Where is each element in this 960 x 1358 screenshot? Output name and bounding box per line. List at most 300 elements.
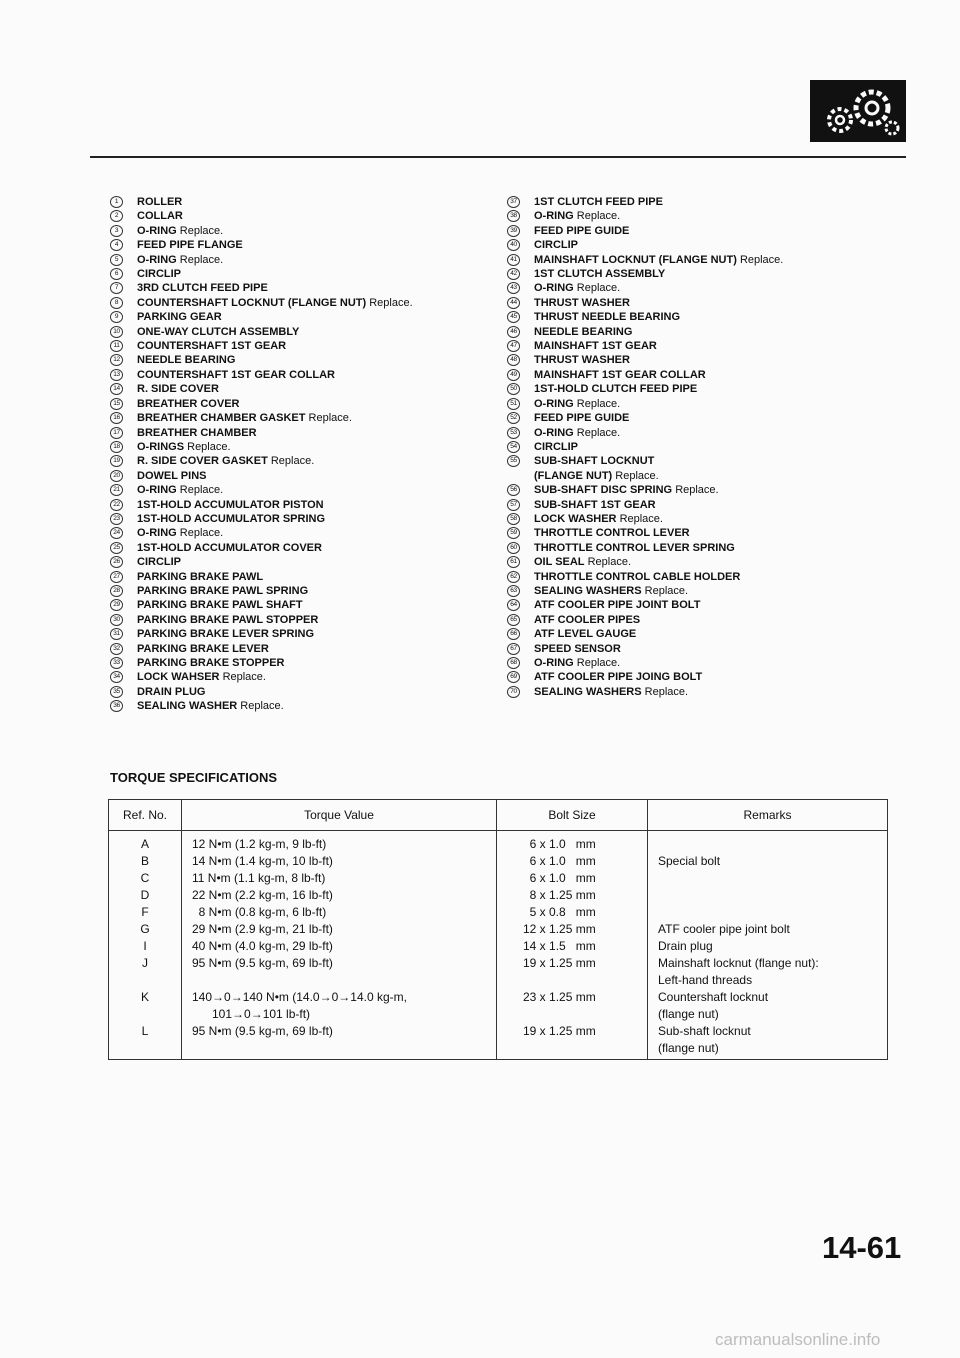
- part-label: [137, 642, 269, 656]
- part-number-badge: 29: [110, 599, 123, 611]
- part-item: [110, 498, 490, 512]
- part-name: SEALING WASHERS: [534, 584, 642, 597]
- part-number-badge: 2: [110, 210, 123, 222]
- part-label: [137, 512, 325, 526]
- part-label: [534, 267, 665, 281]
- part-name: O-RING: [137, 527, 177, 540]
- ref-no-column: A B C D F G I J K L: [109, 831, 182, 1060]
- part-name: O-RINGS: [137, 440, 185, 453]
- part-label: [137, 253, 223, 267]
- part-name: O-RING: [534, 657, 574, 669]
- part-item: [110, 397, 490, 411]
- part-number-badge: 56: [507, 484, 520, 496]
- part-label: [534, 310, 680, 324]
- part-name: MAINSHAFT LOCKNUT (FLANGE NUT): [534, 253, 737, 266]
- part-label: [534, 339, 657, 353]
- part-name: R. SIDE COVER: [137, 383, 219, 396]
- part-note: Replace.: [369, 296, 413, 309]
- part-label: [534, 454, 659, 483]
- part-name: ONE-WAY CLUTCH ASSEMBLY: [137, 325, 300, 338]
- part-label: [534, 209, 620, 223]
- part-label: [534, 541, 735, 555]
- part-label: [137, 699, 284, 713]
- part-item: [507, 685, 917, 699]
- part-number-badge: 5: [110, 254, 123, 266]
- part-label: [137, 483, 223, 497]
- part-label: [137, 584, 308, 598]
- part-number-badge: 31: [110, 628, 123, 640]
- part-name: CIRCLIP: [137, 556, 181, 569]
- part-label: [534, 253, 783, 267]
- part-item: [507, 498, 917, 512]
- part-item: [507, 353, 917, 367]
- part-name: CIRCLIP: [137, 268, 181, 281]
- part-item: [110, 353, 490, 367]
- part-number-badge: 9: [110, 311, 123, 323]
- header-torque-value: Torque Value: [182, 800, 497, 831]
- part-label: [137, 325, 299, 339]
- part-label: [137, 627, 314, 641]
- part-name: 1ST-HOLD CLUTCH FEED PIPE: [534, 383, 698, 396]
- part-number-badge: 34: [110, 671, 123, 683]
- part-item: [110, 281, 490, 295]
- part-note: Replace.: [576, 282, 621, 295]
- part-number-badge: 15: [110, 398, 123, 410]
- part-number-badge: 28: [110, 585, 123, 597]
- part-number-badge: 61: [507, 556, 520, 568]
- part-item: [110, 454, 490, 468]
- part-name: O-RING: [534, 282, 574, 295]
- part-name: O-RING: [137, 484, 177, 497]
- part-number-badge: 46: [507, 326, 520, 338]
- part-item: [507, 368, 917, 382]
- part-item: [507, 310, 917, 324]
- part-name: SUB-SHAFT LOCKNUT: [534, 455, 655, 468]
- header-remarks: Remarks: [648, 800, 888, 831]
- part-name: 1ST-HOLD ACCUMULATOR PISTON: [137, 498, 324, 511]
- part-note: Replace.: [576, 210, 621, 223]
- part-name: SEALING WASHER: [137, 700, 238, 713]
- part-note: Replace.: [179, 224, 224, 237]
- part-number-badge: 18: [110, 441, 123, 453]
- part-name: PARKING BRAKE LEVER: [137, 642, 269, 655]
- part-number-badge: 39: [507, 225, 520, 237]
- part-number-badge: 3: [110, 225, 123, 237]
- part-number-badge: 68: [507, 657, 520, 669]
- part-name: COUNTERSHAFT 1ST GEAR: [137, 340, 287, 353]
- header-bolt-size: Bolt Size: [497, 800, 648, 831]
- gear-icon: [810, 80, 906, 142]
- part-item: [507, 570, 917, 584]
- part-name: DOWEL PINS: [137, 469, 207, 482]
- part-number-badge: 54: [507, 441, 520, 453]
- part-number-badge: 45: [507, 311, 520, 323]
- part-number-badge: 64: [507, 599, 520, 611]
- part-item: [507, 209, 917, 223]
- part-number-badge: 58: [507, 513, 520, 525]
- part-name: ATF COOLER PIPE JOING BOLT: [534, 671, 703, 684]
- part-label: [137, 368, 335, 382]
- part-name: PARKING BRAKE PAWL SPRING: [137, 584, 309, 597]
- part-number-badge: 53: [507, 427, 520, 439]
- part-number-badge: 8: [110, 297, 123, 309]
- parts-list-right: [507, 195, 917, 699]
- part-label: [534, 512, 663, 526]
- part-name: O-RING: [534, 210, 574, 223]
- part-name: BREATHER CHAMBER GASKET: [137, 412, 306, 425]
- part-number-badge: 52: [507, 412, 520, 424]
- part-item: [507, 656, 917, 670]
- part-number-badge: 40: [507, 239, 520, 251]
- part-label: [137, 281, 268, 295]
- part-item: [110, 368, 490, 382]
- part-item: [507, 253, 917, 267]
- part-number-badge: 59: [507, 527, 520, 539]
- part-name: THROTTLE CONTROL LEVER SPRING: [534, 541, 735, 554]
- part-label: [137, 613, 318, 627]
- part-label: [534, 570, 740, 584]
- part-item: [507, 627, 917, 641]
- part-label: [137, 382, 219, 396]
- part-name: THRUST WASHER: [534, 354, 630, 367]
- part-label: [534, 296, 630, 310]
- part-label: [534, 368, 706, 382]
- part-name: CIRCLIP: [534, 440, 578, 453]
- part-label: [534, 325, 632, 339]
- part-label: [534, 670, 702, 684]
- part-item: [110, 339, 490, 353]
- part-item: [507, 512, 917, 526]
- part-name: SUB-SHAFT DISC SPRING: [534, 484, 673, 497]
- part-number-badge: 48: [507, 354, 520, 366]
- part-label: [137, 224, 223, 238]
- part-item: [110, 440, 490, 454]
- part-label: [137, 339, 286, 353]
- part-label: [137, 195, 182, 209]
- part-item: [110, 310, 490, 324]
- part-label: [534, 281, 620, 295]
- part-number-badge: 37: [507, 196, 520, 208]
- part-number-badge: 70: [507, 686, 520, 698]
- part-number-badge: 44: [507, 297, 520, 309]
- part-number-badge: 43: [507, 282, 520, 294]
- part-item: [507, 584, 917, 598]
- remarks-column: Special bolt ATF cooler pipe joint bolt Drain plug Mainshaft locknut (flange nut): Left-hand threads Countershaft locknut (flange nut) Sub-shaft locknut (flange nut): [648, 831, 888, 1060]
- part-note: Replace.: [576, 426, 621, 439]
- part-number-badge: 41: [507, 254, 520, 266]
- torque-section-title: TORQUE SPECIFICATIONS: [110, 770, 278, 785]
- parts-list-left: [110, 195, 490, 714]
- part-number-badge: 1: [110, 196, 123, 208]
- part-item: [110, 656, 490, 670]
- part-name: SEALING WASHERS: [534, 685, 642, 698]
- part-number-badge: 35: [110, 686, 123, 698]
- part-label: [534, 440, 578, 454]
- part-label: [534, 397, 620, 411]
- part-label: [534, 382, 697, 396]
- part-label: [137, 209, 183, 223]
- part-note: Replace.: [576, 397, 621, 410]
- part-name: OIL SEAL: [534, 556, 585, 569]
- part-name: THROTTLE CONTROL LEVER: [534, 527, 690, 540]
- part-label: [534, 224, 629, 238]
- part-number-badge: 6: [110, 268, 123, 280]
- part-item: [110, 613, 490, 627]
- part-number-badge: 63: [507, 585, 520, 597]
- part-number-badge: 67: [507, 643, 520, 655]
- part-item: [110, 699, 490, 713]
- part-item: [110, 267, 490, 281]
- part-item: [110, 598, 490, 612]
- part-label: [137, 238, 243, 252]
- part-label: [534, 584, 688, 598]
- part-label: [137, 411, 352, 425]
- part-number-badge: 55: [507, 455, 520, 467]
- part-name: ROLLER: [137, 196, 183, 208]
- part-item: [507, 426, 917, 440]
- part-label: [137, 526, 223, 540]
- part-label: [137, 440, 231, 454]
- part-item: [110, 570, 490, 584]
- part-label: [137, 541, 322, 555]
- watermark: carmanualsonline.info: [715, 1330, 881, 1349]
- part-item: [507, 526, 917, 540]
- part-name: MAINSHAFT 1ST GEAR: [534, 340, 657, 353]
- part-item: [507, 483, 917, 497]
- part-note: Replace.: [576, 657, 621, 669]
- part-label: [534, 642, 621, 656]
- part-item: [110, 411, 490, 425]
- part-number-badge: 10: [110, 326, 123, 338]
- part-name: PARKING GEAR: [137, 311, 222, 324]
- part-item: [110, 426, 490, 440]
- part-name: NEEDLE BEARING: [534, 325, 633, 338]
- part-item: [110, 642, 490, 656]
- part-name: PARKING BRAKE PAWL SHAFT: [137, 599, 303, 612]
- part-name: MAINSHAFT 1ST GEAR COLLAR: [534, 368, 706, 381]
- part-name: O-RING: [534, 397, 574, 410]
- part-number-badge: 30: [110, 614, 123, 626]
- bolt-size-column: 6 x 1.0 mm 6 x 1.0 mm 6 x 1.0 mm 8 x 1.25 mm 5 x 0.8 mm 12 x 1.25 mm 14 x 1.5 mm 19 x 1.25 mm 23 x 1.25 mm 19 x 1.25 mm: [497, 831, 648, 1060]
- part-note: Replace.: [179, 527, 224, 540]
- part-name: LOCK WASHER: [534, 512, 617, 525]
- part-note: Replace.: [644, 685, 689, 698]
- part-number-badge: 11: [110, 340, 123, 352]
- part-label: [534, 656, 620, 670]
- part-label: [534, 353, 630, 367]
- part-number-badge: 27: [110, 571, 123, 583]
- part-number-badge: 57: [507, 499, 520, 511]
- part-name: LOCK WAHSER: [137, 671, 220, 684]
- part-item: [110, 325, 490, 339]
- part-label: [137, 267, 181, 281]
- part-label: [137, 685, 205, 699]
- part-item: [507, 642, 917, 656]
- part-note: Replace.: [270, 455, 315, 468]
- part-item: [507, 238, 917, 252]
- torque-table-header: [109, 800, 888, 831]
- part-number-badge: 7: [110, 282, 123, 294]
- part-note: Replace.: [308, 412, 352, 425]
- torque-table-body: [109, 831, 888, 1060]
- part-number-badge: 47: [507, 340, 520, 352]
- part-name: ATF LEVEL GAUGE: [534, 628, 637, 641]
- part-name: 1ST-HOLD ACCUMULATOR SPRING: [137, 512, 326, 525]
- part-item: [110, 296, 490, 310]
- part-item: [110, 209, 490, 223]
- part-label: [534, 238, 578, 252]
- part-note: Replace.: [222, 671, 266, 684]
- part-item: [110, 685, 490, 699]
- part-number-badge: 60: [507, 542, 520, 554]
- header-ref-no: Ref. No.: [109, 800, 182, 831]
- part-note: Replace.: [240, 700, 284, 713]
- part-item: [507, 598, 917, 612]
- part-item: [507, 670, 917, 684]
- part-label: [137, 598, 303, 612]
- part-item: [507, 296, 917, 310]
- part-item: [110, 224, 490, 238]
- part-name: FEED PIPE FLANGE: [137, 239, 243, 252]
- part-number-badge: 65: [507, 614, 520, 626]
- part-item: [507, 224, 917, 238]
- part-number-badge: 19: [110, 455, 123, 467]
- part-note: Replace.: [179, 253, 224, 266]
- part-note: Replace.: [675, 484, 719, 497]
- part-name: COUNTERSHAFT LOCKNUT (FLANGE NUT): [137, 296, 367, 309]
- part-number-badge: 36: [110, 700, 123, 712]
- part-number-badge: 24: [110, 527, 123, 539]
- part-name: THROTTLE CONTROL CABLE HOLDER: [534, 570, 741, 583]
- part-item: [110, 382, 490, 396]
- part-label: [137, 670, 266, 684]
- gear-transmission-icon: [810, 80, 906, 142]
- part-number-badge: 16: [110, 412, 123, 424]
- part-item: [507, 325, 917, 339]
- part-name: DRAIN PLUG: [137, 685, 206, 698]
- part-name: THRUST NEEDLE BEARING: [534, 311, 681, 324]
- part-label: [137, 570, 263, 584]
- part-item: [110, 584, 490, 598]
- part-name: O-RING: [137, 224, 177, 237]
- part-label: [534, 483, 719, 497]
- part-name: O-RING: [534, 426, 574, 439]
- part-name: SPEED SENSOR: [534, 642, 621, 655]
- part-item: [507, 267, 917, 281]
- part-item: [110, 555, 490, 569]
- part-item: [110, 469, 490, 483]
- part-item: [110, 526, 490, 540]
- part-label: [534, 411, 629, 425]
- part-number-badge: 51: [507, 398, 520, 410]
- part-item: [507, 281, 917, 295]
- part-number-badge: 38: [507, 210, 520, 222]
- part-item: [507, 195, 917, 209]
- part-label: [534, 498, 656, 512]
- part-label: [137, 555, 181, 569]
- part-name: COUNTERSHAFT 1ST GEAR COLLAR: [137, 368, 335, 381]
- part-item: [507, 339, 917, 353]
- part-name: NEEDLE BEARING: [137, 354, 236, 367]
- part-number-badge: 49: [507, 369, 520, 381]
- header-rule: [90, 156, 906, 158]
- part-number-badge: 20: [110, 470, 123, 482]
- part-label: [534, 598, 700, 612]
- part-number-badge: 50: [507, 383, 520, 395]
- part-number-badge: 26: [110, 556, 123, 568]
- torque-spec-table: [108, 799, 888, 1060]
- part-name: FEED PIPE GUIDE: [534, 412, 630, 425]
- part-item: [110, 670, 490, 684]
- part-name: ATF COOLER PIPES: [534, 613, 641, 626]
- part-name: BREATHER CHAMBER: [137, 426, 257, 439]
- part-name: 1ST CLUTCH ASSEMBLY: [534, 268, 666, 281]
- part-item: [507, 440, 917, 454]
- part-number-badge: 25: [110, 542, 123, 554]
- part-label: [534, 613, 640, 627]
- part-name: BREATHER COVER: [137, 397, 240, 410]
- part-label: [137, 296, 413, 310]
- part-item: [110, 195, 490, 209]
- part-number-badge: 32: [110, 643, 123, 655]
- part-label: [534, 526, 690, 540]
- part-note: Replace.: [619, 512, 663, 525]
- part-name: ATF COOLER PIPE JOINT BOLT: [534, 599, 701, 612]
- part-note: Replace.: [587, 556, 632, 569]
- part-item: [110, 483, 490, 497]
- part-label: [534, 426, 620, 440]
- part-item: [110, 253, 490, 267]
- part-item: [507, 382, 917, 396]
- part-label: [137, 454, 314, 468]
- part-name-continued: (FLANGE NUT) Replace.: [534, 469, 659, 482]
- part-item: [507, 411, 917, 425]
- torque-value-column: 12 N•m (1.2 kg-m, 9 lb-ft) 14 N•m (1.4 kg-m, 10 lb-ft) 11 N•m (1.1 kg-m, 8 lb-ft) 22 N•m (2.2 kg-m, 16 lb-ft) 8 N•m (0.8 kg-m, 6 lb-ft) 29 N•m (2.9 kg-m, 21 lb-ft) 40 N•m (4.0 kg-m, 29 lb-ft) 95 N•m (9.5 kg-m, 69 lb-ft) 140→0→140 N•m (14.0→0→14.0 kg-m, 101→0→101 lb-ft) 95 N•m (9.5 kg-m, 69 lb-ft): [182, 831, 497, 1060]
- part-note: Replace.: [739, 253, 784, 266]
- part-number-badge: 66: [507, 628, 520, 640]
- part-item: [507, 397, 917, 411]
- part-label: [534, 685, 688, 699]
- part-item: [110, 238, 490, 252]
- part-name: PARKING BRAKE PAWL: [137, 570, 264, 583]
- part-number-badge: 33: [110, 657, 123, 669]
- part-label: [534, 555, 631, 569]
- part-item: [507, 555, 917, 569]
- part-note: Replace.: [644, 584, 689, 597]
- part-label: [534, 627, 636, 641]
- part-label: [137, 656, 285, 670]
- part-name: 1ST-HOLD ACCUMULATOR COVER: [137, 541, 322, 554]
- part-name: PARKING BRAKE STOPPER: [137, 657, 285, 669]
- part-item: [507, 454, 917, 483]
- part-number-badge: 4: [110, 239, 123, 251]
- part-name: 1ST CLUTCH FEED PIPE: [534, 196, 663, 208]
- part-label: [137, 426, 257, 440]
- part-item: [110, 541, 490, 555]
- part-note: Replace.: [179, 484, 224, 497]
- part-item: [110, 512, 490, 526]
- part-number-badge: 13: [110, 369, 123, 381]
- part-name: COLLAR: [137, 210, 183, 223]
- part-label: [137, 469, 206, 483]
- part-name: THRUST WASHER: [534, 296, 630, 309]
- part-number-badge: 42: [507, 268, 520, 280]
- part-name: PARKING BRAKE PAWL STOPPER: [137, 613, 319, 626]
- part-label: [137, 397, 239, 411]
- part-name: 3RD CLUTCH FEED PIPE: [137, 282, 268, 295]
- part-item: [507, 613, 917, 627]
- part-number-badge: 69: [507, 671, 520, 683]
